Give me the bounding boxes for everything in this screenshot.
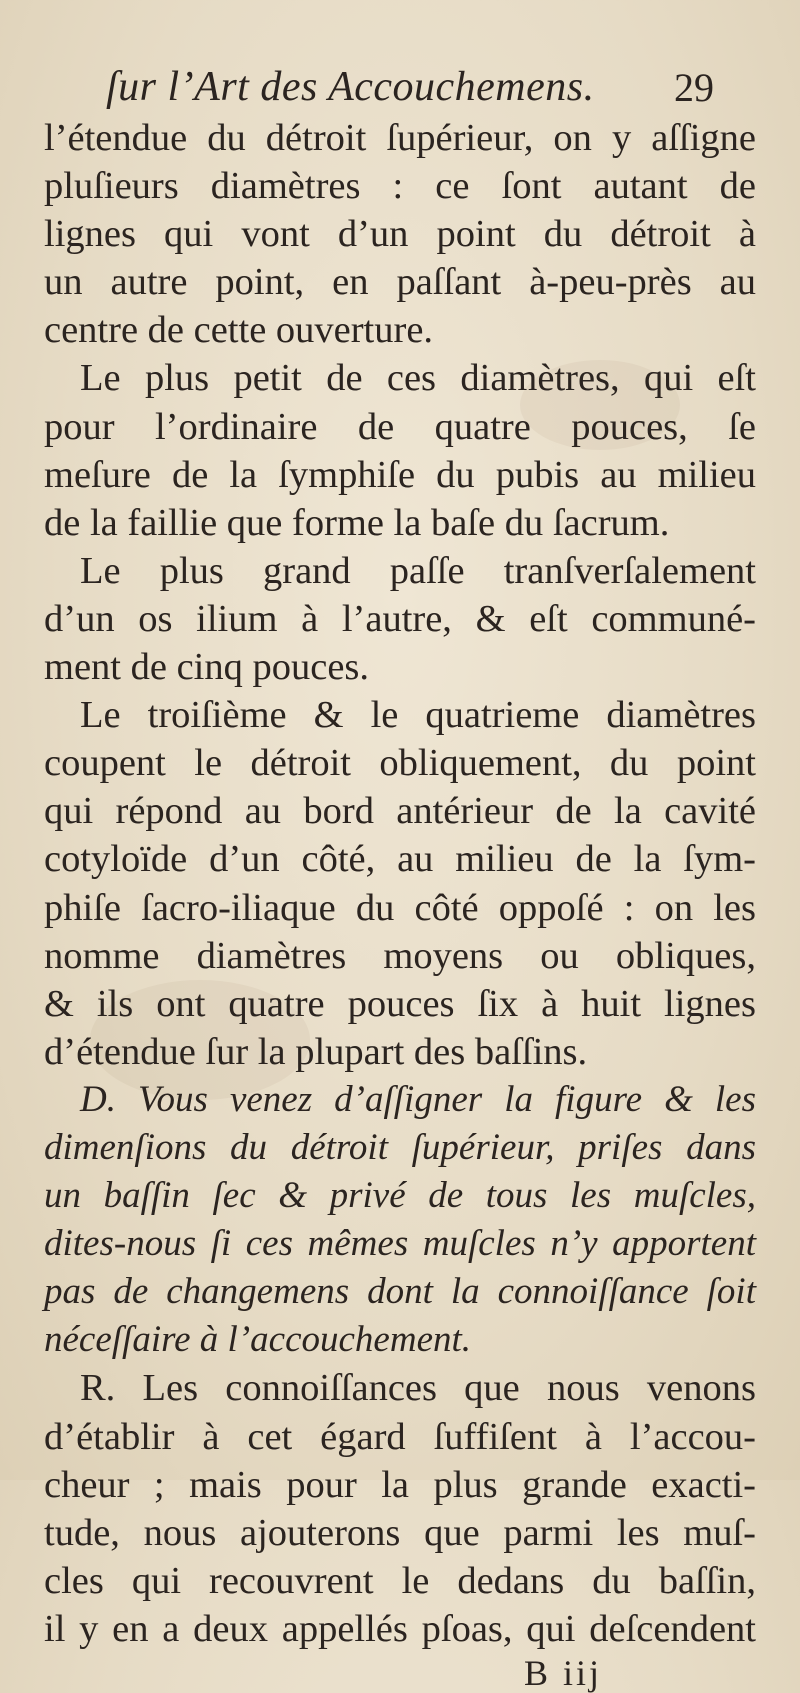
text-line: l’étendue du détroit ſupérieur, on y aſſigne	[44, 117, 756, 159]
signature-mark: B iij	[524, 1653, 603, 1693]
running-title: ſur l’Art des Accouchemens.	[106, 64, 595, 110]
text-line: cles qui recouvrent le dedans du baſſin,	[44, 1559, 756, 1602]
text-line: phiſe ſacro-iliaque du côté oppoſé : on les	[44, 886, 756, 929]
text-line: Le troiſième & le quatrieme diamètres	[80, 694, 756, 737]
text-line: tude, nous ajouterons que parmi les muſ-	[44, 1511, 756, 1554]
paragraph-largest-diameter	[44, 547, 756, 691]
text-line: Le plus grand paſſe tranſverſalement	[80, 549, 756, 592]
text-line: coupent le détroit obliquement, du point	[44, 742, 756, 785]
text-line: Le plus petit de ces diamètres, qui eſt	[80, 357, 756, 400]
paragraph-oblique-diameters	[44, 691, 756, 1076]
text-line: R. Les connoiſſances que nous venons	[80, 1367, 756, 1410]
text-line: d’un os ilium à l’autre, & eſt communé-	[44, 597, 756, 640]
text-line: nomme diamètres moyens ou obliques,	[44, 934, 756, 977]
text-line: cotyloïde d’un côté, au milieu de la ſym-	[44, 838, 756, 881]
text-line: pluſieurs diamètres : ce ſont autant de	[44, 165, 756, 208]
paragraph-question	[44, 1076, 756, 1365]
text-line: de la faillie que forme la baſe du ſacrum.	[44, 501, 670, 544]
text-line: pour l’ordinaire de quatre pouces, ſe	[44, 405, 756, 448]
text-line: néceſſaire à l’accouchement.	[44, 1319, 472, 1361]
text-line: qui répond au bord antérieur de la cavité	[44, 790, 756, 833]
text-line: & ils ont quatre pouces ſix à huit lignes	[44, 982, 756, 1025]
paragraph-smallest-diameter	[44, 354, 756, 546]
text-line: il y en a deux appellés pſoas, qui deſcendent	[44, 1607, 756, 1650]
text-line: dites-nous ſi ces mêmes muſcles n’y apportent	[44, 1223, 756, 1265]
text-line: D. Vous venez d’aſſigner la figure & les	[80, 1078, 756, 1120]
text-line: un baſſin ſec & privé de tous les muſcles,	[44, 1175, 756, 1217]
paragraph-diameters-intro	[44, 114, 756, 354]
text-line: cheur ; mais pour la plus grande exacti-	[44, 1463, 756, 1506]
text-line: un autre point, en paſſant à-peu-près au	[44, 261, 756, 304]
paragraph-answer	[44, 1364, 756, 1653]
text-line: pas de changemens dont la connoiſſance ſoit	[44, 1271, 756, 1313]
text-line: meſure de la ſymphiſe du pubis au milieu	[44, 453, 756, 496]
text-line: d’établir à cet égard ſuffiſent à l’accou-	[44, 1415, 756, 1458]
text-line: lignes qui vont d’un point du détroit à	[44, 213, 756, 256]
page-header	[44, 64, 756, 114]
text-line: dimenſions du détroit ſupérieur, priſes dans	[44, 1126, 756, 1168]
page-number: 29	[674, 65, 714, 110]
text-line: centre de cette ouverture.	[44, 309, 434, 352]
text-line: d’étendue ſur la plupart des baſſins.	[44, 1030, 588, 1073]
text-line: ment de cinq pouces.	[44, 646, 370, 689]
book-page	[44, 64, 756, 1693]
